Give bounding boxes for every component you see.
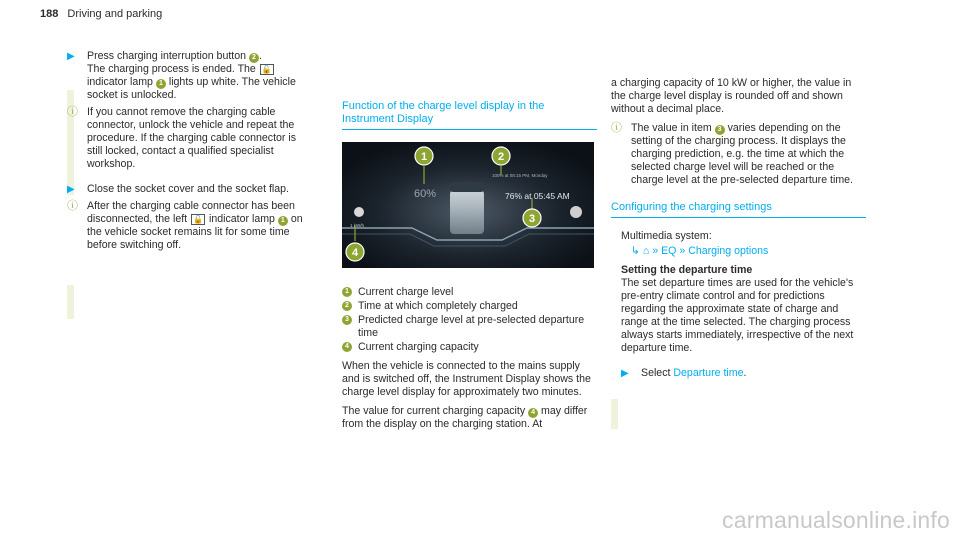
column-2 <box>312 100 597 437</box>
menu-path <box>631 245 866 258</box>
step-bar <box>611 399 618 429</box>
info-icon: ⓘ <box>67 106 78 118</box>
paragraph: The value for current charging capacity 4 may differ from the display on the charging station. At <box>342 405 588 430</box>
page-header <box>40 8 162 21</box>
lock-icon: 🔓 <box>193 215 204 224</box>
full-charge-time: 100% at 08:15 PM, Monday <box>492 173 548 178</box>
paragraph: The set departure times are used for the vehicle's pre-entry climate control and for predictions regarding the approximate state of charge and range at the time selected. The charging process always starts immediately, irrespective of the next departure time. <box>621 277 854 354</box>
arrow-icon: ▶ <box>67 184 75 195</box>
info-note: ⓘ After the charging cable connector has been disconnected, the left 🔓 indicator lamp 1 on the vehicle socket remains lit for some time before switching off. <box>67 200 303 251</box>
charge-percent: 60% <box>414 188 437 200</box>
callout-marker: 4 <box>528 408 538 418</box>
return-arrow-icon: ↳ <box>631 245 640 257</box>
figure-callout-4 <box>346 243 364 261</box>
legend-item: 3 Predicted charge level at pre-selected departure time <box>342 314 597 340</box>
figure-callout-1 <box>415 147 433 165</box>
legend-item: 1 Current charge level <box>342 286 597 299</box>
arrow-icon: ▶ <box>621 368 629 379</box>
svg-text:3: 3 <box>528 213 536 225</box>
section-title: Configuring the charging settings <box>611 201 866 218</box>
chevron-right-icon: » <box>652 245 659 257</box>
callout-marker: 1 <box>278 216 288 226</box>
column-1 <box>67 50 310 256</box>
step-result: The charging process is ended. The 🔓 indicator lamp 1 lights up white. The vehicle socket is unlocked. <box>87 63 296 101</box>
menu-charging-options[interactable]: Charging options <box>688 245 769 257</box>
vehicle-icon <box>354 207 364 217</box>
arrow-icon: ▶ <box>67 51 75 62</box>
callout-marker: 1 <box>156 79 166 89</box>
menu-eq[interactable]: EQ <box>661 245 677 257</box>
column-3 <box>611 77 866 384</box>
watermark: carmanualsonline.info <box>722 507 950 533</box>
paragraph: a charging capacity of 10 kW or higher, the value in the charge level display is rounded off and shown without a decimal place. <box>611 77 852 115</box>
figure-callout-3 <box>523 209 541 227</box>
instrument-display-figure <box>342 142 594 268</box>
callout-marker: 3 <box>715 125 725 135</box>
predicted-charge: 76% at 05:45 AM <box>505 191 570 201</box>
departure-time-link[interactable]: Departure time <box>673 367 744 379</box>
svg-text:2: 2 <box>497 151 505 163</box>
info-note: ⓘ If you cannot remove the charging cable connector, unlock the vehicle and repeat the procedure. If the charging cable connector is still locked, contact a qualified specialist workshop. <box>67 106 297 170</box>
callout-marker: 2 <box>249 53 259 63</box>
info-icon: ⓘ <box>611 122 622 134</box>
instrument-display-illustration <box>342 142 594 268</box>
step-bar <box>67 285 74 319</box>
svg-text:4: 4 <box>351 247 359 259</box>
chevron-right-icon: » <box>679 245 686 257</box>
home-icon: ⌂ <box>642 245 650 257</box>
figure-legend <box>342 286 597 431</box>
paragraph: When the vehicle is connected to the mains supply and is switched off, the Instrument Display shows the charge level display for approximately two minutes. <box>342 360 591 398</box>
figure-callout-2 <box>492 147 510 165</box>
lock-icon: 🔓 <box>261 65 272 74</box>
svg-text:1: 1 <box>420 151 428 163</box>
info-note: ⓘ The value in item 3 varies depending on the setting of the charging process. It displays the charging prediction, e.g. the time at which the selected charge level will be reached or the charge level at the pre-selected departure time. <box>611 122 854 186</box>
header-section: Driving and parking <box>67 8 163 20</box>
instruction-step: ▶ Close the socket cover and the socket flap. <box>67 183 289 195</box>
legend-item: 4 Current charging capacity <box>342 341 597 354</box>
charging-capacity: 1 kW/h <box>350 223 365 228</box>
legend-item: 2 Time at which completely charged <box>342 300 597 313</box>
instruction-step: ▶ Select Departure time. <box>621 367 747 379</box>
section-title: Function of the charge level display in the Instrument Display <box>342 100 597 130</box>
gear-icon <box>570 206 582 218</box>
subsection-title: Setting the departure time <box>621 264 753 276</box>
page-number: 188 <box>40 8 59 20</box>
instruction-step: ▶ Press charging interruption button 2 . The charging process is ended. The 🔓 indicator lamp 1 lights up white. The vehicle socket is unlocked. <box>67 50 310 102</box>
path-label: Multimedia system: <box>621 230 712 242</box>
info-icon: ⓘ <box>67 200 78 212</box>
